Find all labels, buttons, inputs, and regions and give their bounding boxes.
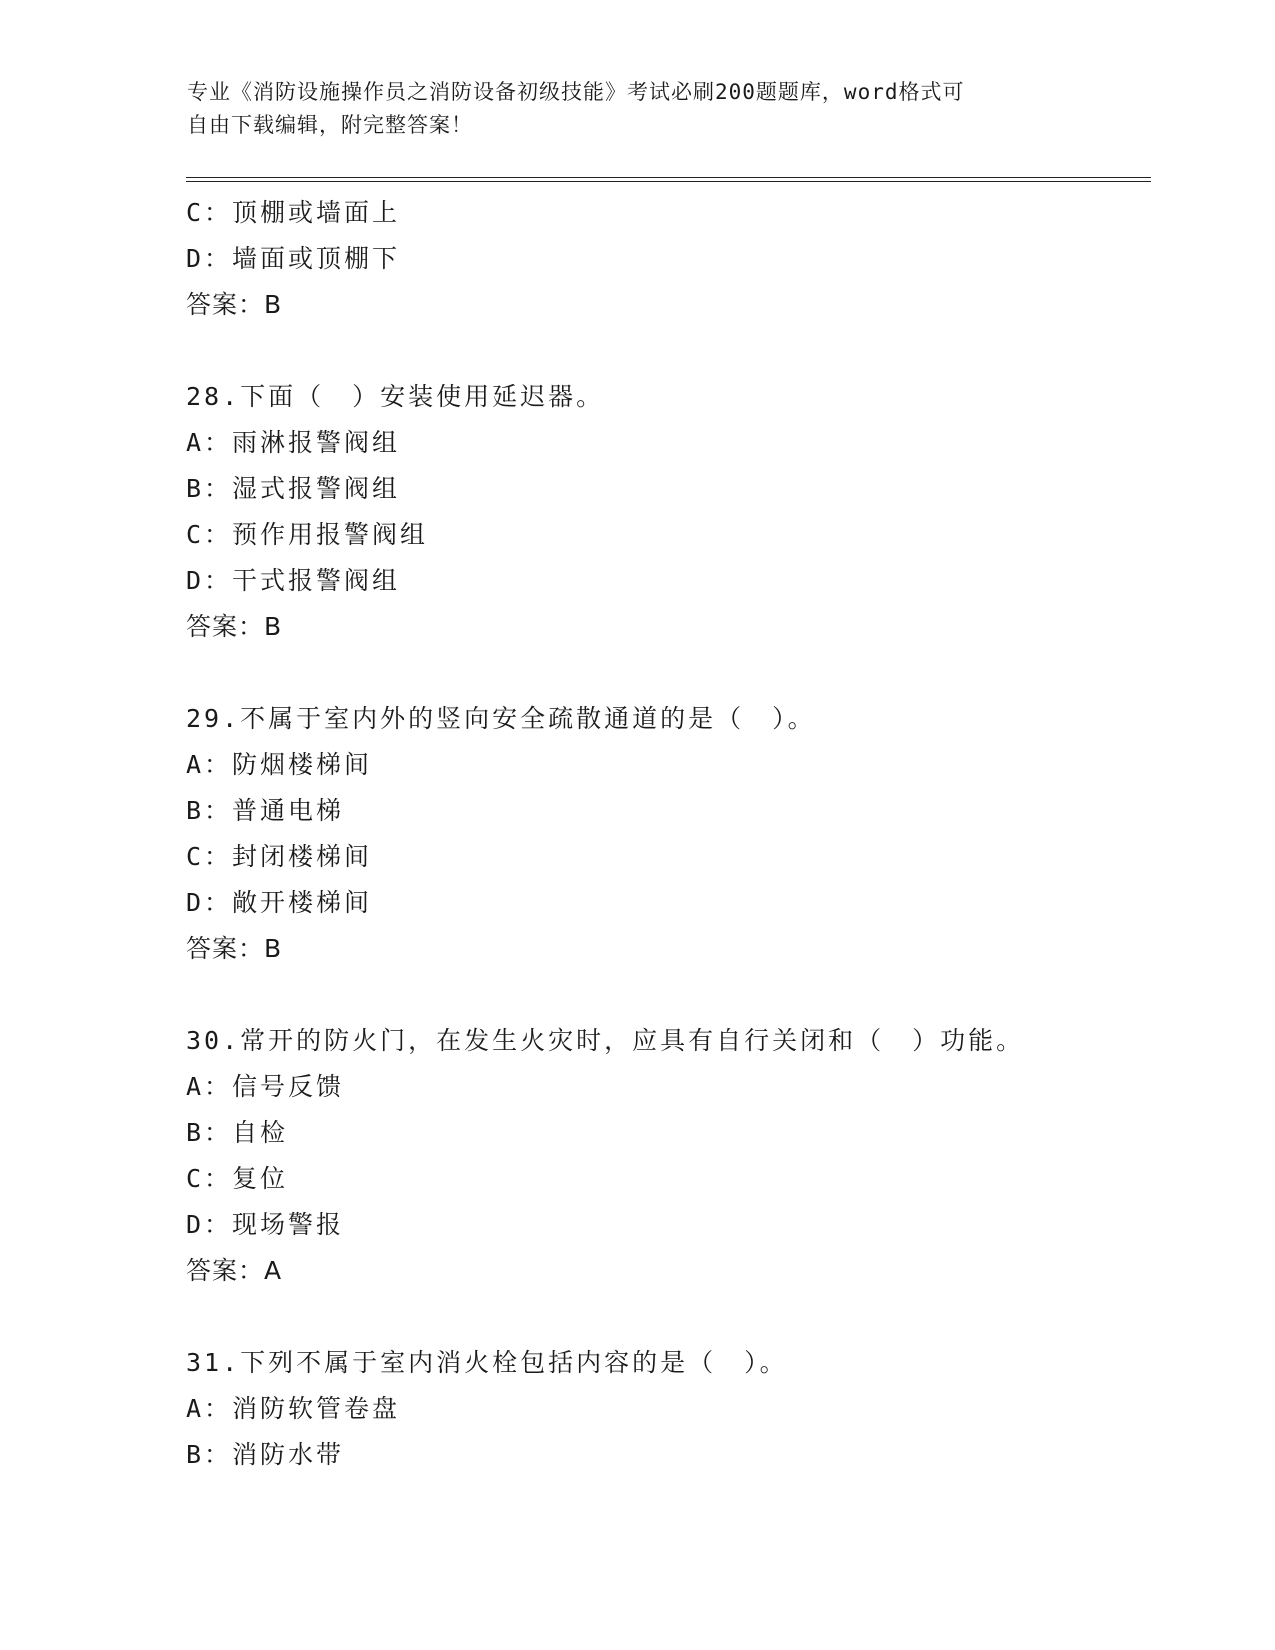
question-stem: 30.常开的防火门，在发生火灾时，应具有自行关闭和（ ）功能。 [186, 1026, 1025, 1055]
option-b: B：湿式报警阀组 [186, 474, 401, 503]
option-a: A：雨淋报警阀组 [186, 428, 401, 457]
question-stem: 29.不属于室内外的竖向安全疏散通道的是（ ）。 [186, 704, 816, 733]
spacer [186, 650, 1146, 696]
header-line-2: 自由下载编辑，附完整答案！ [187, 113, 473, 137]
spacer [186, 972, 1146, 1018]
option-a: A：信号反馈 [186, 1072, 345, 1101]
header-divider-top [186, 177, 1151, 178]
option-a: A：消防软管卷盘 [186, 1394, 401, 1423]
option-b: B：消防水带 [186, 1440, 345, 1469]
document-header [187, 76, 1067, 142]
spacer [186, 328, 1146, 374]
option-c: C：预作用报警阀组 [186, 520, 429, 549]
option-c: C：封闭楼梯间 [186, 842, 373, 871]
header-line-1: 专业《消防设施操作员之消防设备初级技能》考试必刷200题题库，word格式可 [187, 80, 965, 104]
option-d: D：现场警报 [186, 1210, 345, 1239]
option-d: D：墙面或顶棚下 [186, 244, 401, 273]
header-divider-bottom [186, 181, 1151, 182]
option-d: D：敞开楼梯间 [186, 888, 373, 917]
option-a: A：防烟楼梯间 [186, 750, 373, 779]
answer: 答案：B [186, 612, 283, 641]
answer: 答案：B [186, 934, 283, 963]
option-b: B：普通电梯 [186, 796, 345, 825]
option-b: B：自检 [186, 1118, 289, 1147]
option-d: D：干式报警阀组 [186, 566, 401, 595]
spacer [186, 1294, 1146, 1340]
question-content [186, 190, 1146, 1478]
answer: 答案：A [186, 1256, 283, 1285]
option-c: C：顶棚或墙面上 [186, 198, 401, 227]
question-stem: 28.下面（ ）安装使用延迟器。 [186, 382, 605, 411]
question-stem: 31.下列不属于室内消火栓包括内容的是（ ）。 [186, 1348, 788, 1377]
option-c: C：复位 [186, 1164, 289, 1193]
answer: 答案：B [186, 290, 283, 319]
